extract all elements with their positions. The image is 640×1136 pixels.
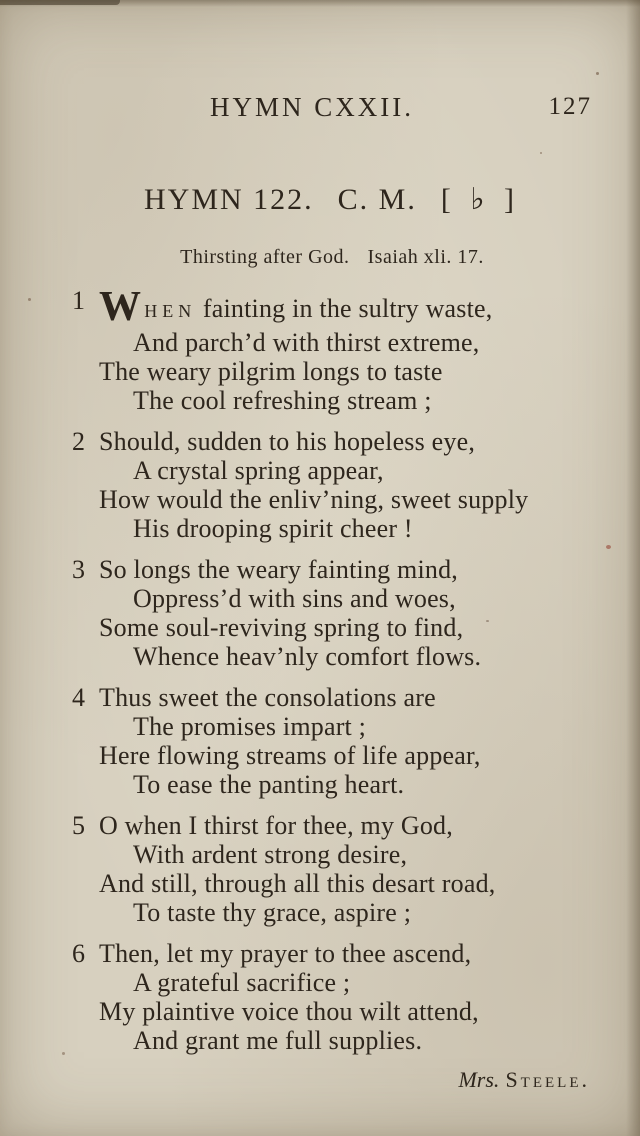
hymn-title xyxy=(72,182,592,218)
verse-line: How would the enliv’ning, sweet supply xyxy=(99,485,529,514)
verse-line: Thus sweet the consolations are xyxy=(99,683,436,712)
stanza-lines xyxy=(99,939,592,1055)
stanza-number: 2 xyxy=(72,427,85,456)
verse-line: Some soul-reviving spring to find, xyxy=(99,613,464,642)
stanza xyxy=(72,286,592,415)
verse-line: So longs the weary fainting mind, xyxy=(99,555,458,584)
verse-line: His drooping spirit cheer ! xyxy=(133,514,413,543)
stanza xyxy=(72,939,592,1055)
stanza-number: 1 xyxy=(72,286,85,315)
verse-line: Oppress’d with sins and woes, xyxy=(133,584,456,613)
page-number: 127 xyxy=(548,93,592,120)
verse-line: The promises impart ; xyxy=(133,712,367,741)
verse-line: Then, let my prayer to thee ascend, xyxy=(99,939,472,968)
verse-line: With ardent strong desire, xyxy=(133,840,408,869)
stanza-number: 6 xyxy=(72,939,85,968)
verse-line: Should, sudden to his hopeless eye, xyxy=(99,427,476,456)
verse-line: Here flowing streams of life appear, xyxy=(99,741,481,770)
verse-line: And still, through all this desart road, xyxy=(99,869,496,898)
verse-line: To ease the panting heart. xyxy=(133,770,405,799)
attribution-name: Steele. xyxy=(505,1067,590,1092)
verse-line: The cool refreshing stream ; xyxy=(133,386,432,415)
verse-line: O when I thirst for thee, my God, xyxy=(99,811,453,840)
running-header xyxy=(72,92,592,126)
stanza-lines xyxy=(99,427,592,543)
stanza-lines xyxy=(99,555,592,671)
stanza-number: 4 xyxy=(72,683,85,712)
hymn-title-number: HYMN 122. xyxy=(144,183,314,216)
attribution-prefix: Mrs. xyxy=(458,1067,500,1092)
stanza xyxy=(72,555,592,671)
scripture-reference: Isaiah xli. 17. xyxy=(367,246,484,268)
verse-line: When fainting in the sultry waste, xyxy=(99,284,493,330)
verse-line: The weary pilgrim longs to taste xyxy=(99,357,443,386)
paper-speck xyxy=(62,1052,65,1055)
stanza-lines xyxy=(99,286,592,415)
stanza-lines xyxy=(99,811,592,927)
paper-speck xyxy=(596,72,599,75)
verse-line: A crystal spring appear, xyxy=(133,456,384,485)
paper-speck xyxy=(606,545,611,549)
hymn-epigraph: Thirsting after God. xyxy=(180,246,350,268)
verse-line: My plaintive voice thou wilt attend, xyxy=(99,997,479,1026)
running-title: HYMN CXXII. xyxy=(210,92,414,122)
smallcaps-word: hen xyxy=(144,294,197,323)
verse-line: A grateful sacrifice ; xyxy=(133,968,351,997)
stanza-number: 5 xyxy=(72,811,85,840)
paper-speck xyxy=(540,152,542,154)
paper-speck xyxy=(486,620,489,622)
attribution xyxy=(72,1067,592,1093)
hymn-key-signature: [ ♭ ] xyxy=(440,183,520,216)
hymn-title-meter: C. M. xyxy=(337,183,417,216)
stanza xyxy=(72,683,592,799)
verse-line: And grant me full supplies. xyxy=(133,1026,423,1055)
hymn-subtitle xyxy=(72,246,592,270)
stanza-number: 3 xyxy=(72,555,85,584)
verse-line: To taste thy grace, aspire ; xyxy=(133,898,412,927)
dropcap-letter: W xyxy=(99,284,142,330)
stanza xyxy=(72,811,592,927)
page-edge-shadow xyxy=(626,0,640,1136)
paper-speck xyxy=(28,298,31,301)
scan-artifact xyxy=(0,0,120,5)
verse-line: And parch’d with thirst extreme, xyxy=(133,328,480,357)
stanza xyxy=(72,427,592,543)
verse-line: Whence heav’nly comfort flows. xyxy=(133,642,482,671)
stanza-lines xyxy=(99,683,592,799)
stanza-list xyxy=(72,286,592,1055)
